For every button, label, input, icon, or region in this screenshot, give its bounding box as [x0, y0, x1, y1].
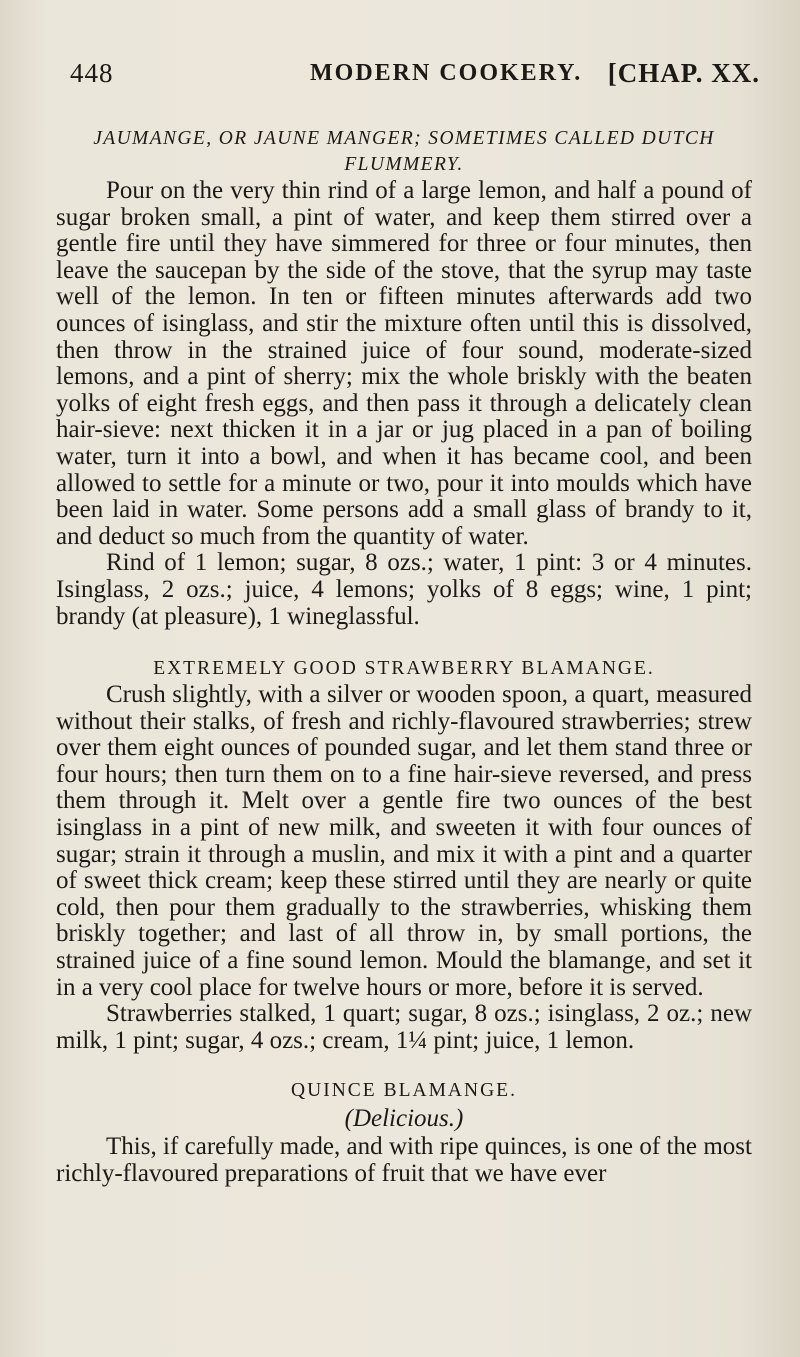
- page-content: [56, 126, 752, 1188]
- recipe-subheading: (Delicious.): [344, 1105, 464, 1133]
- chapter-label: [CHAP. XX.: [607, 58, 760, 88]
- recipe-body: Pour on the very thin rind of a large lemon, and half a pound of sugar broken small, a pint of water, and keep them stirred over a gentle fire until they have simmered for three or four minutes, then leave the saucepan by the side of the stove, that the syrup may taste well of the lemon. In ten or fifteen minutes afterwards add two ounces of isinglass, and stir the mixture often until this is dissolved, then throw in the strained juice of four sound, moderate-sized lemons, and a pint of sherry; mix the whole briskly with the beaten yolks of eight fresh eggs, and then pass it through a delicately clean hair-sieve: next thicken it in a jar or jug placed in a pan of boiling water, turn it into a bowl, and when it has became cool, and been allowed to settle for a minute or two, pour it into moulds which have been laid in water. Some persons add a small glass of brandy to it, and deduct so much from the quantity of water.: [56, 177, 752, 550]
- recipe-heading: EXTREMELY GOOD STRAWBERRY BLAMANGE.: [153, 658, 655, 680]
- page-number: 448: [70, 58, 114, 88]
- book-title: MODERN COOKERY.: [310, 60, 583, 86]
- running-head: [70, 58, 760, 94]
- section-spacer: [56, 1054, 752, 1078]
- recipe-heading-line2: FLUMMERY.: [344, 154, 464, 175]
- recipe-jaumange: [56, 126, 752, 630]
- recipe-summary: Rind of 1 lemon; sugar, 8 ozs.; water, 1 pint: 3 or 4 minutes. Isinglass, 2 ozs.; juice, 4 lemons; yolks of 8 eggs; wine, 1 pint; brandy (at pleasure), 1 wineglassful.: [56, 549, 752, 630]
- recipe-body: This, if carefully made, and with ripe quinces, is one of the most richly-flavoured preparations of fruit that we have ever: [56, 1133, 752, 1187]
- recipe-summary: Strawberries stalked, 1 quart; sugar, 8 ozs.; isinglass, 2 oz.; new milk, 1 pint; sugar, 4 ozs.; cream, 1¼ pint; juice, 1 lemon.: [56, 1000, 752, 1054]
- recipe-body: Crush slightly, with a silver or wooden spoon, a quart, measured without their stalks, of fresh and richly-flavoured strawberries; strew over them eight ounces of pounded sugar, and let them stand three or four hours; then turn them on to a fine hair-sieve reversed, and press them through it. Melt over a gentle fire two ounces of the best isinglass in a pint of new milk, and sweeten it with four ounces of sugar; strain it through a muslin, and mix it with a pint and a quarter of sweet thick cream; keep these stirred until they are nearly or quite cold, then pour them gradually to the strawberries, whisking them briskly together; and last of all throw in, by small portions, the strained juice of a fine sound lemon. Mould the blamange, and set it in a very cool place for twelve hours or more, before it is served.: [56, 681, 752, 1001]
- section-spacer: [56, 630, 752, 656]
- recipe-heading: [56, 126, 752, 178]
- recipe-quince-blamange: [56, 1078, 752, 1187]
- recipe-strawberry-blamange: [56, 656, 752, 1054]
- recipe-heading: QUINCE BLAMANGE.: [291, 1080, 517, 1102]
- recipe-heading-line1: JAUMANGE, OR JAUNE MANGER; SOMETIMES CALLED DUTCH: [93, 128, 715, 149]
